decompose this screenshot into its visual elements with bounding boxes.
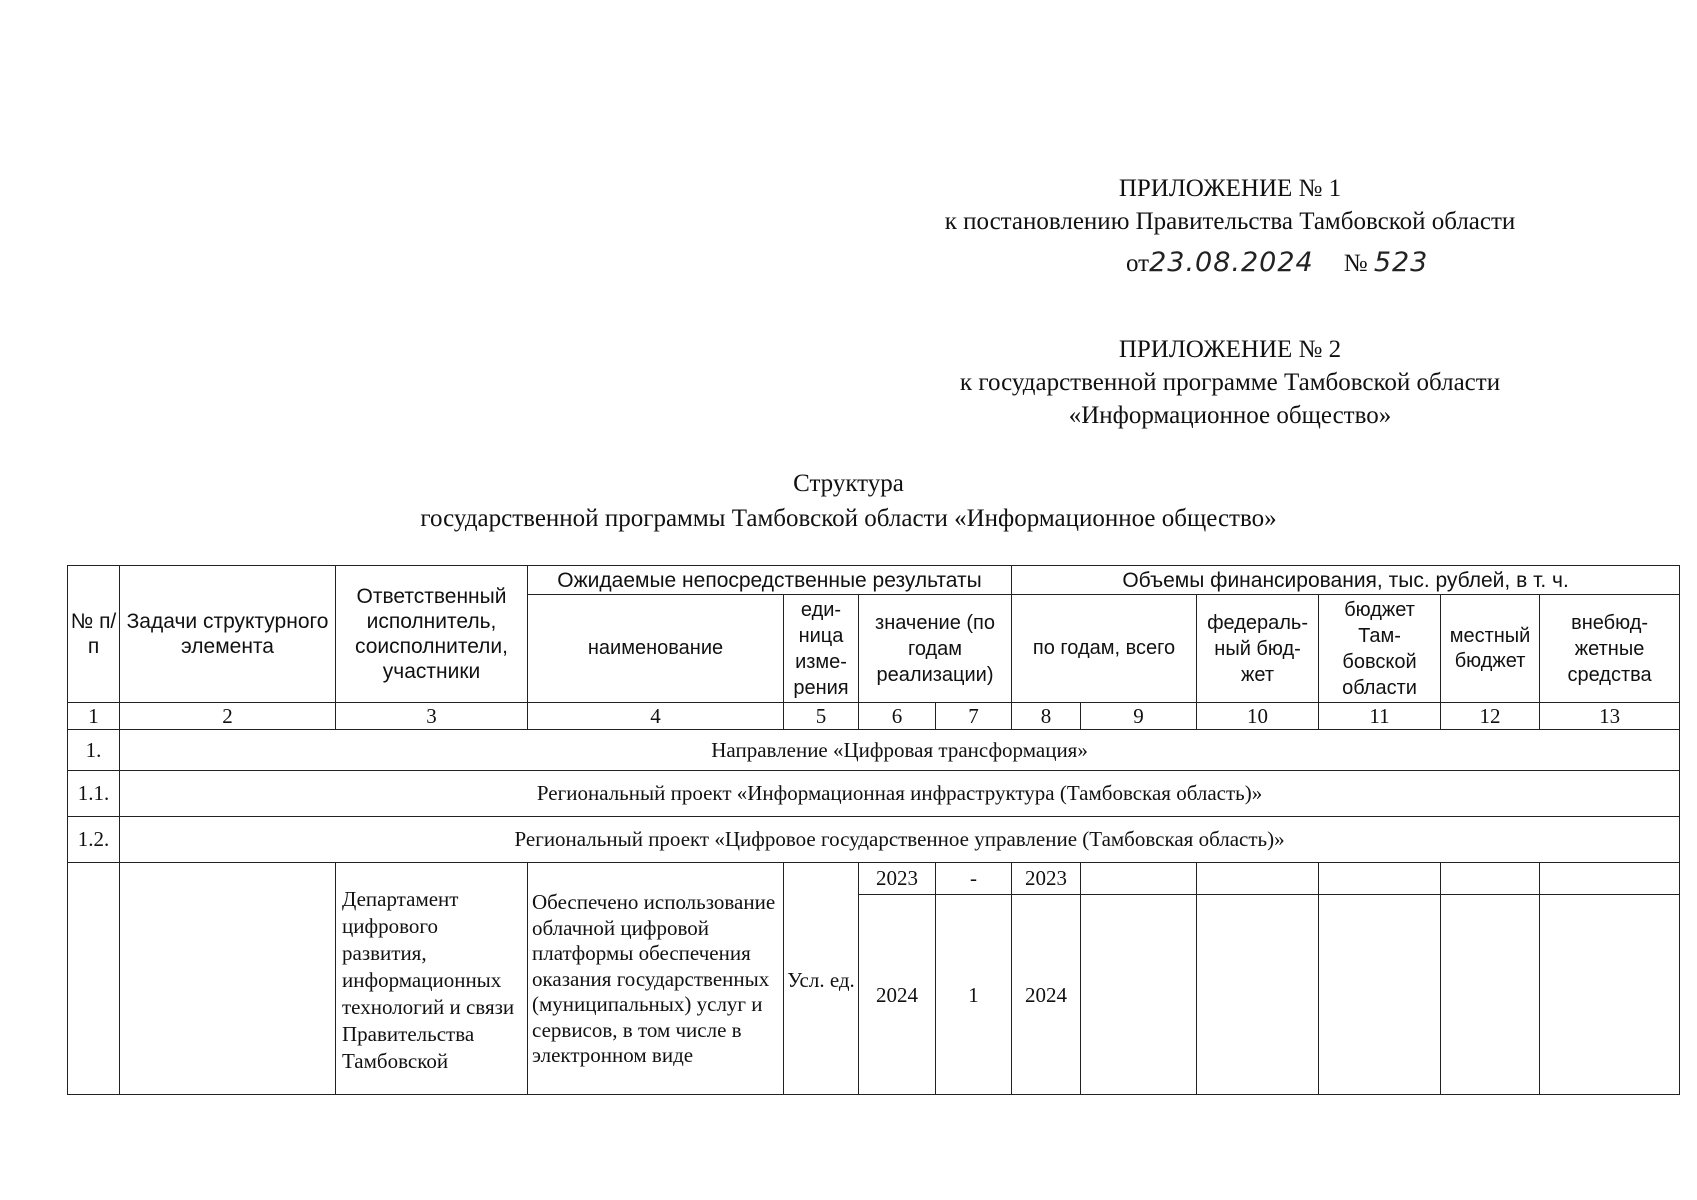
data-tasks — [120, 863, 336, 1095]
col-num: 8 — [1012, 703, 1081, 730]
data-regional — [1319, 863, 1441, 895]
header-row-1 — [68, 566, 1680, 595]
data-offbudget — [1540, 863, 1680, 895]
col-num: 10 — [1197, 703, 1319, 730]
appendix-1-subtitle: к постановлению Правительства Тамбовской области — [944, 208, 1516, 235]
appendix-1-header — [900, 172, 1560, 280]
header-offbudget: внебюд-жетные средства — [1540, 595, 1680, 703]
section-num: 1.2. — [68, 817, 120, 863]
header-local: местный бюджет — [1441, 595, 1540, 703]
col-num: 13 — [1540, 703, 1680, 730]
handwritten-number: 523 — [1373, 247, 1429, 278]
column-numbers-row — [68, 703, 1680, 730]
data-result-name: Обеспечено использование облачной цифровой платформы обеспечения оказания государственных (муниципальных) услуг и сервисов, в том числе в электронном виде — [528, 863, 784, 1095]
header-value: значение (по годам реализации) — [859, 595, 1012, 703]
data-federal — [1197, 863, 1319, 895]
appendix-2-title: ПРИЛОЖЕНИЕ № 2 — [1118, 336, 1342, 363]
col-num: 11 — [1319, 703, 1441, 730]
data-fin-year: 2023 — [1012, 863, 1081, 895]
col-num: 9 — [1081, 703, 1197, 730]
section-title: Региональный проект «Цифровое государственное управление (Тамбовская область)» — [120, 817, 1680, 863]
data-unit: Усл. ед. — [784, 863, 859, 1095]
document-title-line2: государственной программы Тамбовской области «Информационное общество» — [420, 505, 1277, 532]
col-num: 5 — [784, 703, 859, 730]
data-regional — [1319, 895, 1441, 1095]
data-local — [1441, 863, 1540, 895]
col-num: 4 — [528, 703, 784, 730]
col-num: 1 — [68, 703, 120, 730]
data-value: 1 — [936, 895, 1012, 1095]
data-responsible: Департамент цифрового развития, информационных технологий и связи Правительства Тамбовской — [336, 863, 528, 1095]
data-value: - — [936, 863, 1012, 895]
document-title — [0, 466, 1697, 536]
data-fin-year: 2024 — [1012, 895, 1081, 1095]
data-year: 2024 — [859, 895, 936, 1095]
section-num: 1. — [68, 730, 120, 771]
table-row — [68, 863, 1680, 895]
col-num: 3 — [336, 703, 528, 730]
col-num: 6 — [859, 703, 936, 730]
header-regional: бюджет Там-бовской области — [1319, 595, 1441, 703]
date-prefix: от — [1126, 250, 1150, 277]
col-num: 12 — [1441, 703, 1540, 730]
header-by-years: по годам, всего — [1012, 595, 1197, 703]
header-unit: еди-ница изме-рения — [784, 595, 859, 703]
section-row — [68, 771, 1680, 817]
section-title: Региональный проект «Информационная инфраструктура (Тамбовская область)» — [120, 771, 1680, 817]
data-offbudget — [1540, 895, 1680, 1095]
header-federal: федераль-ный бюд-жет — [1197, 595, 1319, 703]
number-prefix: № — [1343, 250, 1368, 277]
header-responsible: Ответственный исполнитель, соисполнители, участники — [336, 566, 528, 703]
appendix-2-line2: «Информационное общество» — [1068, 402, 1392, 429]
data-federal — [1197, 895, 1319, 1095]
appendix-1-date-line — [900, 246, 1560, 280]
section-num: 1.1. — [68, 771, 120, 817]
document-title-line1: Структура — [793, 470, 904, 497]
data-num — [68, 863, 120, 1095]
header-finance-group: Объемы финансирования, тыс. рублей, в т. ч. — [1012, 566, 1680, 595]
section-row — [68, 817, 1680, 863]
section-row — [68, 730, 1680, 771]
header-tasks: Задачи структурного элемента — [120, 566, 336, 703]
appendix-2-line1: к государственной программе Тамбовской области — [959, 369, 1501, 396]
data-local — [1441, 895, 1540, 1095]
data-fin-total — [1081, 863, 1197, 895]
header-num: № п/п — [68, 566, 120, 703]
col-num: 7 — [936, 703, 1012, 730]
section-title: Направление «Цифровая трансформация» — [120, 730, 1680, 771]
col-num: 2 — [120, 703, 336, 730]
data-fin-total — [1081, 895, 1197, 1095]
header-name: наименование — [528, 595, 784, 703]
handwritten-date: 23.08.2024 — [1149, 247, 1314, 278]
header-results-group: Ожидаемые непосредственные результаты — [528, 566, 1012, 595]
structure-table — [67, 565, 1680, 1095]
appendix-1-title: ПРИЛОЖЕНИЕ № 1 — [1118, 175, 1342, 202]
data-year: 2023 — [859, 863, 936, 895]
appendix-2-header — [900, 333, 1560, 432]
